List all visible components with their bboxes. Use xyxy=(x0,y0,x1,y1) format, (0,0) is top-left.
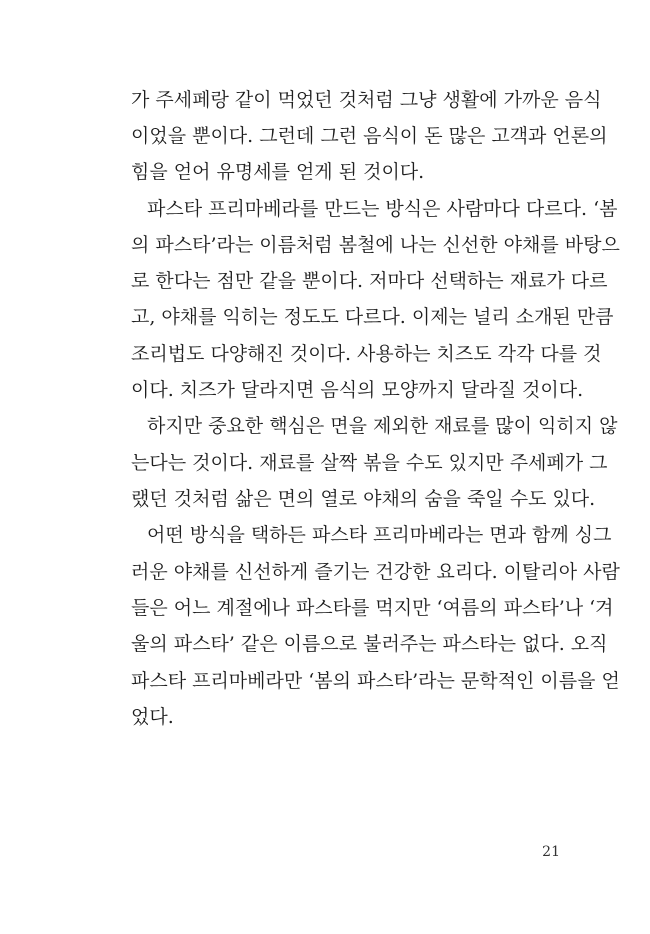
text-line: 로 한다는 점만 같을 뿐이다. 저마다 선택하는 재료가 다르 xyxy=(131,270,608,292)
text-line: 파스타 프리마베라를 만드는 방식은 사람마다 다르다. ‘봄 xyxy=(147,198,618,220)
page-number: 21 xyxy=(542,844,560,860)
text-line: 랬던 것처럼 삶은 면의 열로 야채의 숨을 죽일 수도 있다. xyxy=(131,488,596,510)
text-line: 울의 파스타’ 같은 이름으로 불러주는 파스타는 없다. 오직 xyxy=(131,633,608,655)
text-line: 이었을 뿐이다. 그런데 그런 음식이 돈 많은 고객과 언론의 xyxy=(131,125,608,147)
text-line: 는다는 것이다. 재료를 살짝 볶을 수도 있지만 주세페가 그 xyxy=(131,452,608,474)
text-line: 었다. xyxy=(131,706,174,728)
text-line: 파스타 프리마베라만 ‘봄의 파스타’라는 문학적인 이름을 얻 xyxy=(131,670,620,692)
text-line: 고, 야채를 익히는 정도도 다르다. 이제는 널리 소개된 만큼 xyxy=(131,306,614,328)
text-line: 의 파스타’라는 이름처럼 봄철에 나는 신선한 야채를 바탕으 xyxy=(131,234,620,256)
text-line: 이다. 치즈가 달라지면 음식의 모양까지 달라질 것이다. xyxy=(131,379,584,401)
text-line: 어떤 방식을 택하든 파스타 프리마베라는 면과 함께 싱그 xyxy=(147,524,612,546)
text-line: 러운 야채를 신선하게 즐기는 건강한 요리다. 이탈리아 사람 xyxy=(131,561,620,583)
text-line: 가 주세페랑 같이 먹었던 것처럼 그냥 생활에 가까운 음식 xyxy=(131,89,602,111)
text-line: 들은 어느 계절에나 파스타를 먹지만 ‘여름의 파스타’나 ‘겨 xyxy=(131,597,614,619)
text-line: 조리법도 다양해진 것이다. 사용하는 치즈도 각각 다를 것 xyxy=(131,343,602,365)
text-line: 힘을 얻어 유명세를 얻게 된 것이다. xyxy=(131,161,425,183)
text-line: 하지만 중요한 핵심은 면을 제외한 재료를 많이 익히지 않 xyxy=(147,415,618,437)
